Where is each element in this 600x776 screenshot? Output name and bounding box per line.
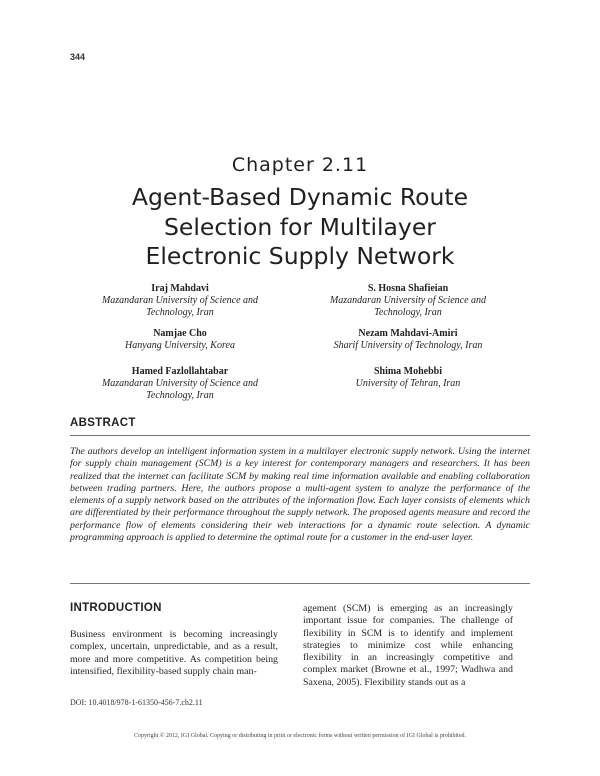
author-name: Iraj Mahdavi xyxy=(151,283,209,294)
title-line: Agent-Based Dynamic Route xyxy=(131,183,469,211)
author-name: Nezam Mahdavi-Amiri xyxy=(358,328,458,339)
author-affiliation: University of Tehran, Iran xyxy=(355,378,461,389)
author-name: S. Hosna Shafieian xyxy=(367,283,449,294)
title-line: Selection for Multilayer xyxy=(164,212,436,241)
author-affiliation: Mazandaran University of Science and xyxy=(101,378,259,389)
author-affiliation: Hanyang University, Korea xyxy=(125,340,235,351)
author-affiliation: Technology, Iran xyxy=(146,389,214,401)
introduction-heading: INTRODUCTION xyxy=(70,602,162,614)
author-block xyxy=(298,365,518,390)
copyright-notice: Copyright © 2012, IGI Global. Copying or distributing in print or electronic forms without written permission of IGI Global is prohibited. xyxy=(133,733,466,739)
author-name: Namjae Cho xyxy=(153,328,207,339)
author-block xyxy=(298,282,518,318)
author-affiliation: Technology, Iran xyxy=(146,306,214,318)
title-line: Electronic Supply Network xyxy=(145,242,455,270)
author-affiliation: Mazandaran University of Science and xyxy=(329,295,487,306)
author-block xyxy=(298,327,518,352)
page-number: 344 xyxy=(70,52,86,62)
author-affiliation: Mazandaran University of Science and xyxy=(101,295,259,306)
introduction-left-column: Business environment is becoming increasingly complex, uncertain, unpredictable, and as a result, more and more competitive. As competition being intensified, flexibility-based supply chain man- xyxy=(70,629,278,677)
author-block xyxy=(70,327,290,352)
chapter-title xyxy=(0,183,600,272)
author-name: Hamed Fazlollahtabar xyxy=(131,366,229,377)
introduction-right-column: agement (SCM) is emerging as an increasingly important issue for companies. The challenge of flexibility in SCM is to identify and implement strategies to minimize cost while enhancing flexibility in an increasingly competitive and complex market (Browne et al., 1997; Wadhwa and Saxena, 2005). Flexibility stands out as a xyxy=(303,603,513,688)
author-block xyxy=(70,365,290,401)
chapter-label: Chapter 2.11 xyxy=(231,154,369,176)
abstract-divider xyxy=(70,435,530,436)
doi-line: DOI: 10.4018/978-1-61350-456-7.ch2.11 xyxy=(70,698,203,707)
abstract-text: The authors develop an intelligent information system in a multilayer electronic supply network. Using the internet for supply chain management (SCM) is a key interest for contemporary managers and researchers. It has been realized that the internet can facilitate SCM by making real time information available and enabling collaboration between trading partners. Here, the authors propose a multi-agent system to analyze the performance of the elements of a supply network based on the attributes of the information flow. Each layer consists of elements which are differentiated by their performance throughout the supply network. The proposed agents measure and record the performance flow of elements considering their web interactions for a dynamic route selection. A dynamic programming approach is applied to determine the optimal route for a customer in the end-user layer. xyxy=(70,446,530,544)
abstract-heading: ABSTRACT xyxy=(70,417,136,429)
author-block xyxy=(70,282,290,318)
author-name: Shima Mohebbi xyxy=(373,366,443,377)
author-affiliation: Sharif University of Technology, Iran xyxy=(333,340,483,351)
author-affiliation: Technology, Iran xyxy=(374,306,442,318)
abstract-bottom-divider xyxy=(70,583,530,584)
